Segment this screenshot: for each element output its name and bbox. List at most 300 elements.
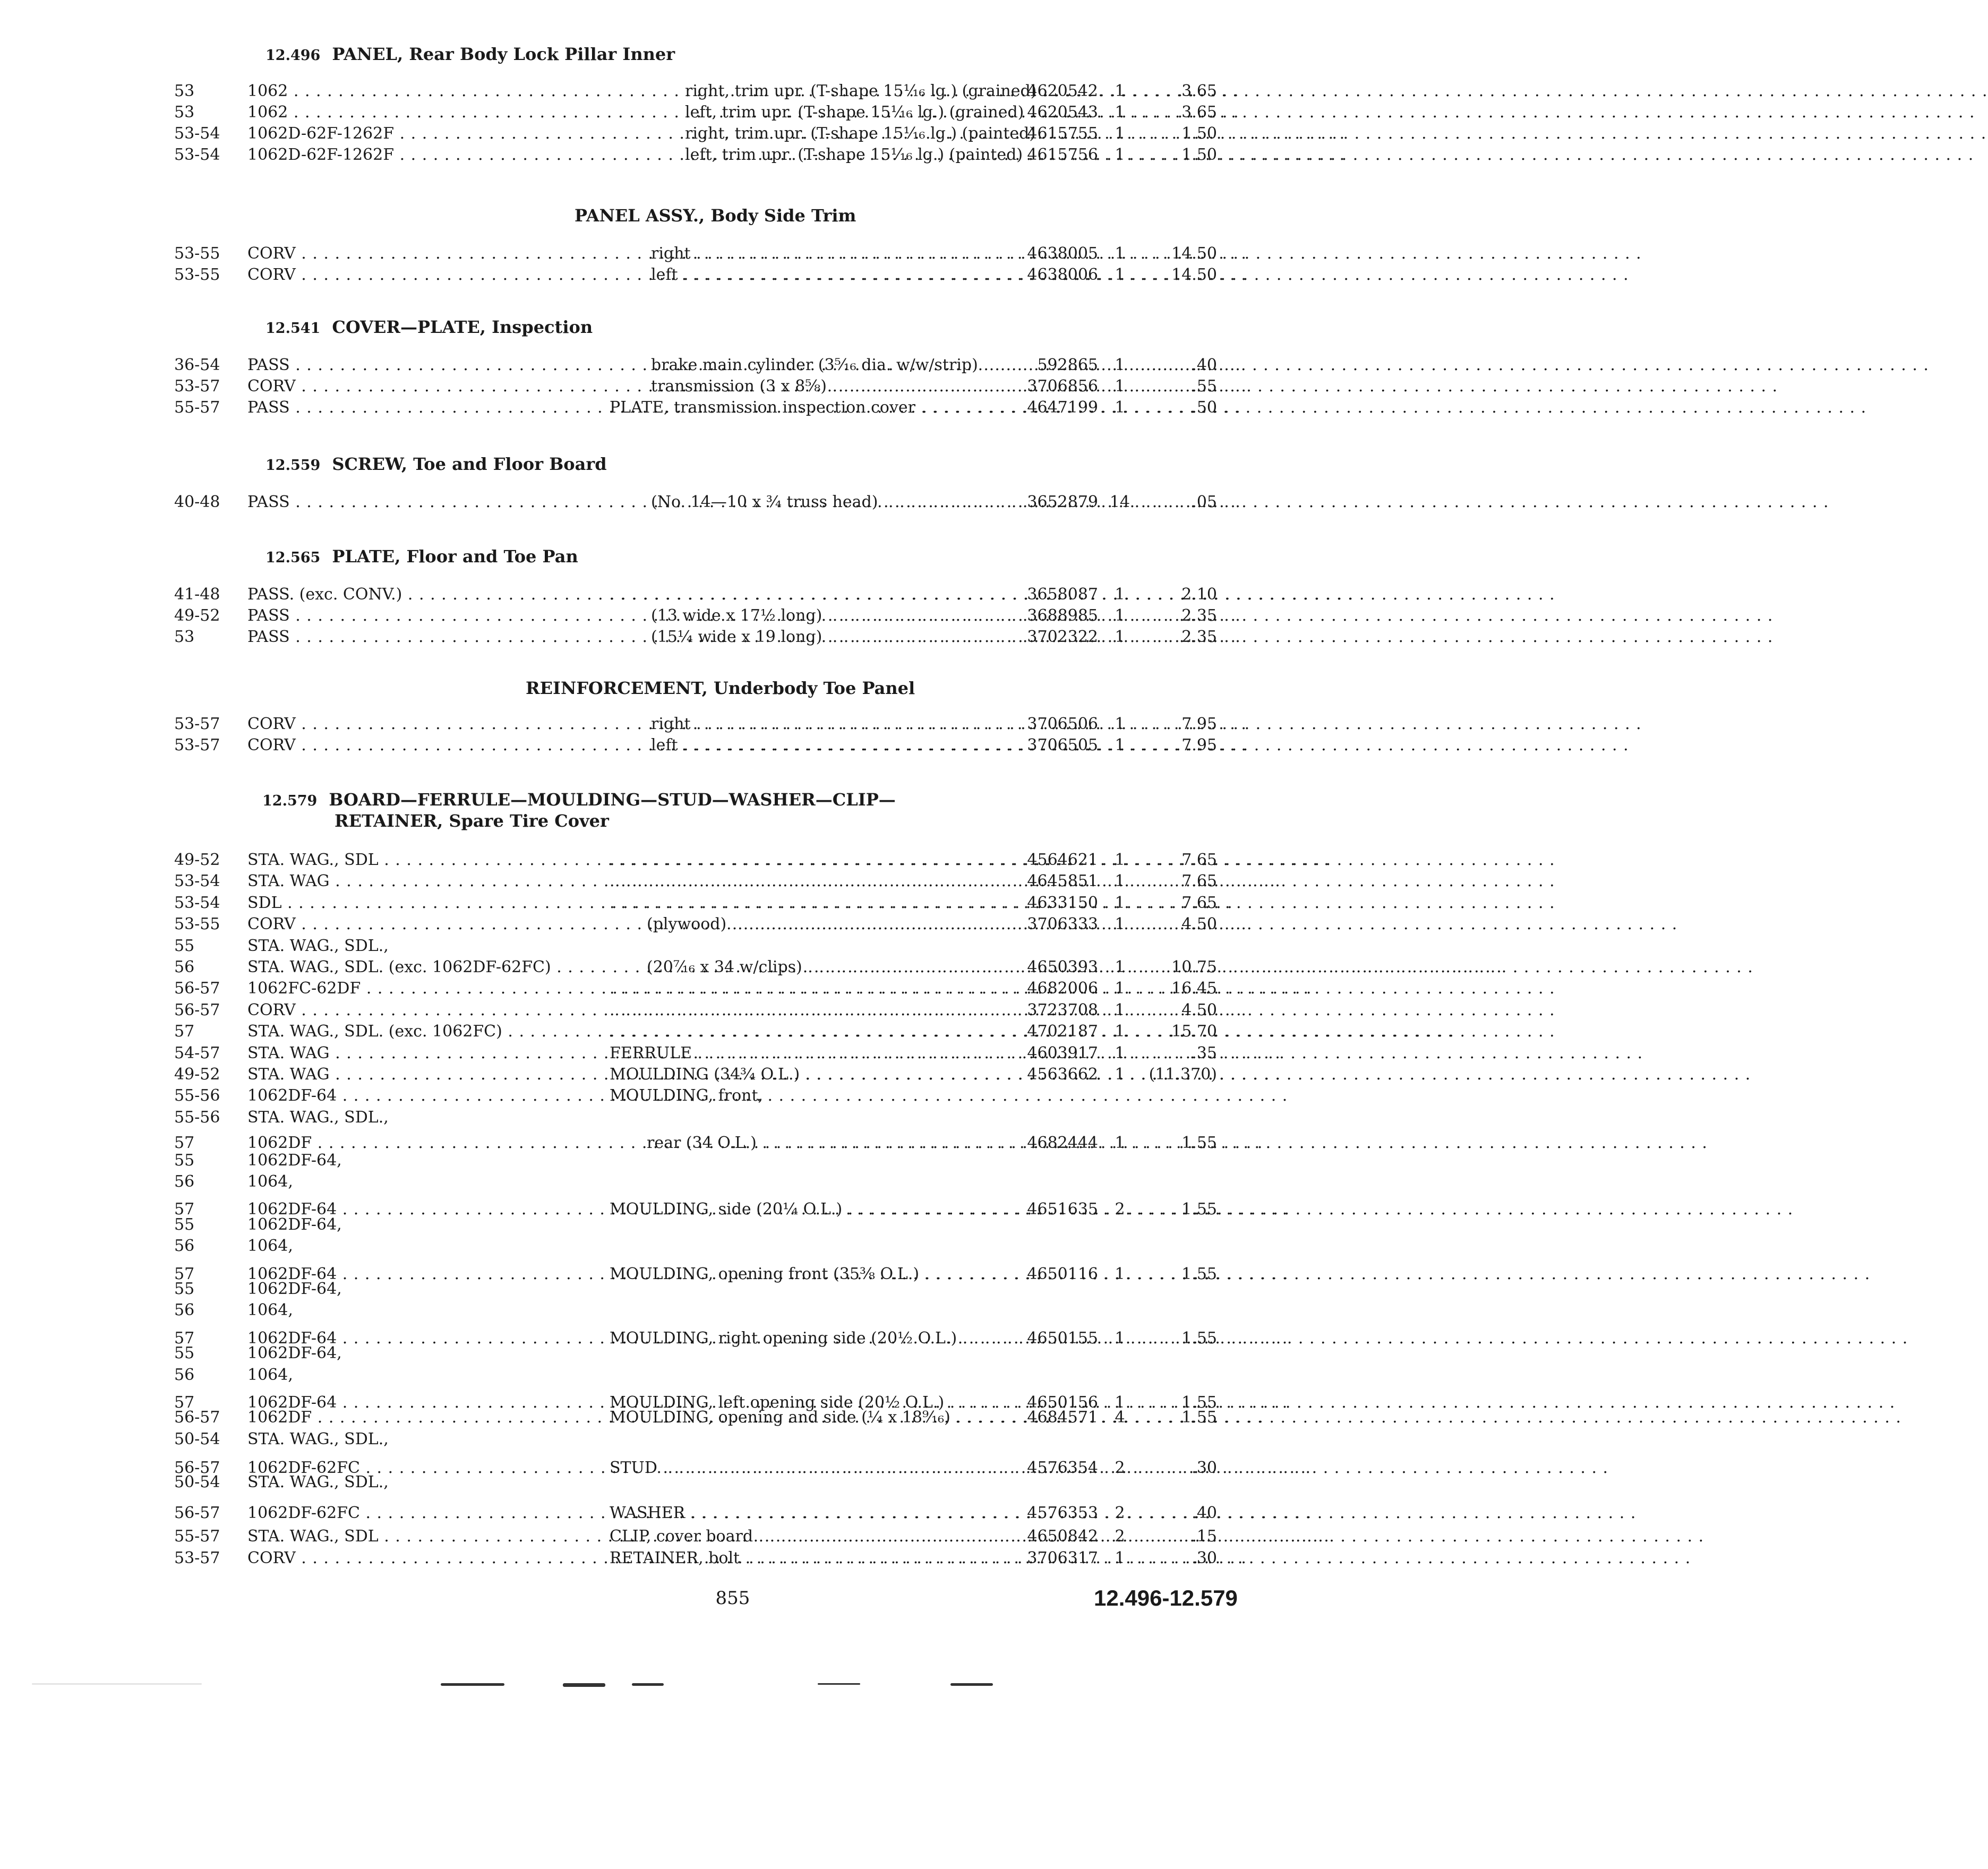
row-model: STA. WAG . . . — [247, 871, 587, 892]
row-price: 1.55 — [1181, 1264, 1217, 1283]
row-quantity: 1 — [1115, 1043, 1125, 1062]
row-model: STA. WAG., SDL. (exc. 1062DF-62FC) . . . — [247, 957, 587, 978]
row-years: 53 — [174, 103, 195, 122]
row-price: 1.55 — [1181, 1328, 1217, 1348]
row-years: 55-56 — [174, 1108, 220, 1127]
section-heading — [575, 206, 856, 225]
row-quantity: 14 — [1109, 493, 1130, 511]
row-description: MOULDING, opening and side (¼ x 18⁹⁄₁₆) . . . — [610, 1407, 1000, 1428]
row-part-number: 4638006 — [1027, 265, 1098, 284]
table-row — [0, 144, 1342, 166]
table-row — [0, 1236, 1342, 1257]
table-row — [0, 714, 1342, 735]
row-price: .15 — [1192, 1527, 1217, 1546]
row-quantity: 1 — [1115, 124, 1125, 143]
row-model: CORV . . . — [247, 264, 587, 286]
table-row — [0, 1472, 1342, 1493]
scan-artifact — [950, 1683, 993, 1686]
table-row — [0, 492, 1342, 513]
row-model: CORV . . . — [247, 243, 587, 264]
row-price: .30 — [1192, 1459, 1217, 1478]
row-description — [610, 978, 1000, 999]
section-subtitle: Rear Body Lock Pillar Inner — [409, 44, 675, 64]
row-years: 55-57 — [174, 1527, 220, 1546]
section-subtitle: Floor and Toe Pan — [406, 546, 578, 567]
row-description — [610, 584, 1000, 605]
table-row — [0, 1429, 1342, 1450]
section-number: 12.541 — [265, 320, 321, 337]
row-price: 7.65 — [1181, 893, 1217, 912]
row-description: (No. 14—10 x ¾ truss head) . . . — [651, 492, 1000, 513]
row-quantity: 1 — [1115, 915, 1125, 934]
row-model: CORV . . . — [247, 914, 587, 935]
row-quantity: 1 — [1115, 606, 1125, 625]
row-years: 53-54 — [174, 893, 220, 912]
table-row — [0, 1107, 1342, 1128]
table-row — [0, 627, 1342, 648]
row-model: STA. WAG., SDL . . . — [247, 850, 587, 871]
row-price: 3.65 — [1181, 82, 1217, 100]
row-years: 55 — [174, 1280, 195, 1298]
table-row — [0, 397, 1342, 418]
section-heading-line2 — [335, 811, 609, 830]
table-row — [0, 1214, 1342, 1236]
row-model: 1062D-62F-1262F . . . — [247, 144, 587, 166]
section-title: PLATE, — [332, 546, 401, 567]
row-part-number: 4650393 — [1027, 958, 1098, 976]
row-quantity: 1 — [1115, 872, 1125, 891]
row-description: MOULDING (34¾ O.L.) . . . — [610, 1064, 1000, 1085]
row-quantity: 1 — [1115, 1000, 1125, 1019]
row-years: 56-57 — [174, 1459, 220, 1478]
row-years: 56 — [174, 958, 195, 976]
row-price: 4.50 — [1181, 915, 1217, 934]
row-years: 49-52 — [174, 851, 220, 869]
row-model: 1064, — [247, 1172, 293, 1191]
table-row — [0, 1300, 1342, 1321]
row-years: 53-54 — [174, 145, 220, 164]
row-price: 14.50 — [1171, 244, 1217, 263]
row-description — [610, 1000, 1000, 1021]
row-part-number: 592865 — [1037, 356, 1098, 374]
row-model: STA. WAG., SDL., — [247, 1429, 389, 1448]
row-price: 1.55 — [1181, 1134, 1217, 1153]
row-description: (20⁷⁄₁₆ x 34 w/clips) . . . — [647, 957, 1000, 978]
row-quantity: 1 — [1115, 1134, 1125, 1153]
row-description: WASHER . . . — [610, 1503, 1000, 1524]
row-quantity: 1 — [1115, 398, 1125, 417]
row-years: 53-57 — [174, 715, 220, 733]
row-part-number: 4603917 — [1027, 1043, 1098, 1062]
row-part-number: 4647199 — [1027, 398, 1098, 417]
row-description: left, trim upr. (T-shape 15¹⁄₁₆ lg.) (painted) . . . — [685, 144, 1000, 166]
row-quantity: 2 — [1115, 1504, 1125, 1522]
section-title: COVER—PLATE, — [332, 317, 486, 337]
row-description: brake main cylinder (3⁵⁄₁₆ dia. w/w/strip) . . . — [651, 355, 1000, 376]
row-years: 53-55 — [174, 244, 220, 263]
row-model: 1062DF-64 . . . — [247, 1199, 587, 1220]
row-description: MOULDING, right opening side (20½ O.L.) . . . — [610, 1328, 1000, 1349]
row-part-number: 4702187 — [1027, 1022, 1098, 1041]
row-quantity: 1 — [1115, 1264, 1125, 1283]
row-quantity: 1 — [1115, 356, 1125, 374]
row-years: 53-54 — [174, 124, 220, 143]
row-price: 2.35 — [1181, 606, 1217, 625]
row-description — [610, 1021, 1000, 1042]
section-subtitle: Body Side Trim — [710, 205, 856, 226]
row-description: transmission (3 x 8⁵⁄₈) . . . — [651, 376, 1000, 397]
row-model: 1062DF-64 . . . — [247, 1392, 587, 1413]
row-model: 1062DF . . . — [247, 1407, 587, 1428]
row-price: 1.55 — [1181, 1408, 1217, 1427]
table-row — [0, 1343, 1342, 1364]
row-price: 14.50 — [1171, 265, 1217, 284]
row-model: STA. WAG., SDL . . . — [247, 1526, 587, 1547]
row-part-number: 4645851 — [1027, 872, 1098, 891]
row-model: 1062D-62F-1262F . . . — [247, 123, 587, 144]
row-price: 2.10 — [1181, 585, 1217, 604]
row-years: 54-57 — [174, 1043, 220, 1062]
row-years: 55 — [174, 1344, 195, 1363]
table-row — [0, 1526, 1342, 1547]
row-description: (plywood) . . . — [647, 914, 1000, 935]
scan-artifact — [32, 1683, 202, 1685]
row-quantity: 1 — [1115, 1548, 1125, 1567]
row-years: 50-54 — [174, 1472, 220, 1491]
row-quantity: 1 — [1115, 1393, 1125, 1412]
row-years: 56-57 — [174, 1504, 220, 1522]
row-price: (11.370) — [1149, 1065, 1217, 1084]
row-years: 53-57 — [174, 736, 220, 755]
row-description: right . . . — [651, 243, 1000, 264]
row-years: 56-57 — [174, 1000, 220, 1019]
table-row — [0, 264, 1342, 286]
table-row — [0, 355, 1342, 376]
row-description: right, trim upr. (T-shape 15¹⁄₁₆ lg.) (painted) . . . — [685, 123, 1000, 144]
row-model: 1062 . . . — [247, 81, 587, 102]
row-years: 36-54 — [174, 356, 220, 374]
row-quantity: 1 — [1115, 979, 1125, 998]
section-number: 12.579 — [262, 793, 318, 809]
row-part-number: 4563662 — [1027, 1065, 1098, 1084]
table-row — [0, 1503, 1342, 1524]
row-years: 53-55 — [174, 915, 220, 934]
table-row — [0, 1171, 1342, 1193]
table-row — [0, 957, 1342, 978]
row-model: PASS . . . — [247, 627, 587, 648]
row-description: (15¼ wide x 19 long) . . . — [651, 627, 1000, 648]
row-description: left . . . — [651, 735, 1000, 756]
row-model: 1062DF-62FC . . . — [247, 1503, 587, 1524]
section-heading — [262, 790, 896, 811]
row-description: left, trim upr. (T-shape 15¹⁄₁₆ lg.) (grained) . . . — [685, 102, 1000, 123]
row-part-number: 3706317 — [1027, 1548, 1098, 1567]
row-price: .40 — [1192, 356, 1217, 374]
row-part-number: 4650155 — [1027, 1328, 1098, 1348]
section-subtitle: Inspection — [492, 317, 593, 337]
row-price: 1.55 — [1181, 1393, 1217, 1412]
section-title: REINFORCEMENT, — [526, 678, 708, 698]
row-description: right, trim upr. (T-shape 15¹⁄₁₆ lg.) (grained) . . . — [685, 81, 1000, 102]
table-row — [0, 1548, 1342, 1569]
row-price: .50 — [1192, 398, 1217, 417]
row-model: SDL . . . — [247, 893, 587, 914]
row-description — [610, 850, 1000, 871]
section-heading — [265, 455, 607, 475]
row-model: 1064, — [247, 1237, 293, 1256]
row-description: MOULDING, left opening side (20½ O.L.) . . . — [610, 1392, 1000, 1413]
row-model: 1062DF . . . — [247, 1133, 587, 1154]
table-row — [0, 1021, 1342, 1042]
row-quantity: 1 — [1115, 585, 1125, 604]
row-years: 55-57 — [174, 398, 220, 417]
row-years: 57 — [174, 1200, 195, 1219]
row-part-number: 3688985 — [1027, 606, 1098, 625]
page-number: 855 — [715, 1588, 750, 1609]
row-quantity: 2 — [1115, 1459, 1125, 1478]
row-quantity: 1 — [1115, 145, 1125, 164]
row-years: 49-52 — [174, 606, 220, 625]
row-model: PASS . . . — [247, 605, 587, 627]
row-quantity: 1 — [1115, 736, 1125, 755]
row-model: 1062DF-64 . . . — [247, 1085, 587, 1107]
row-part-number: 4651635 — [1027, 1200, 1098, 1219]
row-model: 1062 . . . — [247, 102, 587, 123]
section-title-line2: RETAINER, — [335, 811, 443, 831]
scan-artifact — [632, 1683, 664, 1686]
row-model: CORV . . . — [247, 1548, 587, 1569]
table-row — [0, 123, 1342, 144]
row-part-number: 4576353 — [1027, 1504, 1098, 1522]
row-model: PASS . . . — [247, 355, 587, 376]
row-price: .55 — [1192, 377, 1217, 396]
row-description — [610, 871, 1000, 892]
row-years: 53-54 — [174, 872, 220, 891]
table-row — [0, 584, 1342, 605]
row-quantity: 1 — [1115, 893, 1125, 912]
row-price: 4.50 — [1181, 1000, 1217, 1019]
row-model: CORV . . . — [247, 735, 587, 756]
row-price: .35 — [1192, 1043, 1217, 1062]
row-price: 10.75 — [1171, 958, 1217, 976]
row-quantity: 1 — [1115, 103, 1125, 122]
row-part-number: 3652879 — [1027, 493, 1098, 511]
row-description: rear (34 O.L.) . . . — [647, 1133, 1000, 1154]
row-years: 57 — [174, 1022, 195, 1041]
row-part-number: 4684571 — [1027, 1408, 1098, 1427]
row-years: 56 — [174, 1172, 195, 1191]
row-model: 1062FC-62DF . . . — [247, 978, 587, 999]
row-years: 55 — [174, 1215, 195, 1234]
row-model: CORV . . . — [247, 714, 587, 735]
row-price: .30 — [1192, 1548, 1217, 1567]
table-row — [0, 81, 1342, 102]
row-description: CLIP, cover board . . . — [610, 1526, 1000, 1547]
row-quantity: 1 — [1115, 628, 1125, 646]
row-description: RETAINER, bolt . . . — [610, 1548, 1000, 1569]
row-model: 1062DF-64 . . . — [247, 1264, 587, 1285]
table-row — [0, 102, 1342, 123]
row-description: right . . . — [651, 714, 1000, 735]
section-heading — [265, 318, 593, 338]
row-years: 55-56 — [174, 1086, 220, 1105]
row-price: 3.65 — [1181, 103, 1217, 122]
row-quantity: 1 — [1115, 1328, 1125, 1348]
row-model: PASS . . . — [247, 492, 587, 513]
row-model: 1062DF-64, — [247, 1344, 342, 1363]
row-quantity: 1 — [1115, 1065, 1125, 1084]
row-model: 1064, — [247, 1365, 293, 1384]
row-years: 56-57 — [174, 979, 220, 998]
row-part-number: 3658087 — [1027, 585, 1098, 604]
row-model: STA. WAG., SDL., — [247, 936, 389, 955]
row-quantity: 1 — [1115, 82, 1125, 100]
row-quantity: 4 — [1115, 1408, 1125, 1427]
row-quantity: 1 — [1115, 265, 1125, 284]
row-price: 2.35 — [1181, 628, 1217, 646]
row-model: 1064, — [247, 1301, 293, 1320]
row-years: 53 — [174, 628, 195, 646]
row-part-number: 4615755 — [1027, 124, 1098, 143]
table-row — [0, 893, 1342, 914]
row-years: 53 — [174, 82, 195, 100]
row-years: 56 — [174, 1365, 195, 1384]
row-description: (13 wide x 17½ long) . . . — [651, 605, 1000, 627]
row-price: .40 — [1192, 1504, 1217, 1522]
row-model: 1062DF-64 . . . — [247, 1328, 587, 1349]
row-model: STA. WAG . . . — [247, 1043, 587, 1064]
row-years: 53-57 — [174, 377, 220, 396]
row-part-number: 3702322 — [1027, 628, 1098, 646]
table-row — [0, 243, 1342, 264]
section-title: PANEL ASSY., — [575, 205, 705, 226]
row-price: 7.95 — [1181, 715, 1217, 733]
row-model: PASS . . . — [247, 397, 587, 418]
row-model: PASS. (exc. CONV.) . . . — [247, 584, 587, 605]
section-number: 12.565 — [265, 550, 321, 566]
row-model: 1062DF-62FC . . . — [247, 1458, 587, 1479]
table-row — [0, 936, 1342, 957]
section-title: SCREW, — [332, 454, 407, 474]
row-price: 1.50 — [1181, 124, 1217, 143]
row-description: MOULDING, side (20¼ O.L.) . . . — [610, 1199, 1000, 1220]
row-model: 1062DF-64, — [247, 1215, 342, 1234]
row-quantity: 1 — [1115, 958, 1125, 976]
table-row — [0, 1043, 1342, 1064]
row-part-number: 4576354 — [1027, 1459, 1098, 1478]
row-price: 7.95 — [1181, 736, 1217, 755]
row-model: 1062DF-64, — [247, 1151, 342, 1170]
row-quantity: 1 — [1115, 377, 1125, 396]
row-years: 53-57 — [174, 1548, 220, 1567]
row-years: 56-57 — [174, 1408, 220, 1427]
scan-artifact — [563, 1683, 605, 1687]
row-description: MOULDING, front, — [610, 1086, 764, 1105]
table-row — [0, 605, 1342, 627]
row-years: 55 — [174, 936, 195, 955]
table-row — [0, 914, 1342, 935]
section-heading — [526, 679, 915, 698]
row-part-number: 3706333 — [1027, 915, 1098, 934]
section-title: PANEL, — [332, 44, 404, 64]
row-part-number: 3706506 — [1027, 715, 1098, 733]
section-number: 12.559 — [265, 457, 321, 474]
row-years: 56 — [174, 1301, 195, 1320]
row-years: 53-55 — [174, 265, 220, 284]
row-years: 57 — [174, 1134, 195, 1153]
row-model: STA. WAG . . . — [247, 1064, 587, 1085]
scan-artifact — [818, 1683, 860, 1685]
table-row — [0, 1085, 1342, 1107]
row-price: 1.50 — [1181, 145, 1217, 164]
row-price: 7.65 — [1181, 872, 1217, 891]
row-years: 57 — [174, 1264, 195, 1283]
row-years: 57 — [174, 1393, 195, 1412]
row-years: 55 — [174, 1151, 195, 1170]
row-price: 1.55 — [1181, 1200, 1217, 1219]
row-part-number: 4564621 — [1027, 851, 1098, 869]
table-row — [0, 1000, 1342, 1021]
section-heading — [265, 45, 675, 65]
row-part-number: 3706505 — [1027, 736, 1098, 755]
row-description: MOULDING, opening front (35⅜ O.L.) . . . — [610, 1264, 1000, 1285]
row-part-number: 4682444 — [1027, 1134, 1098, 1153]
row-model: STA. WAG., SDL., — [247, 1472, 389, 1491]
table-row — [0, 1064, 1342, 1085]
row-description: left . . . — [651, 264, 1000, 286]
row-model: CORV . . . — [247, 376, 587, 397]
row-quantity: 2 — [1115, 1527, 1125, 1546]
table-row — [0, 850, 1342, 871]
row-description: FERRULE . . . — [610, 1043, 1000, 1064]
row-part-number: 3706856 — [1027, 377, 1098, 396]
section-heading — [265, 547, 578, 568]
row-part-number: 4633150 — [1027, 893, 1098, 912]
row-description: STUD . . . — [610, 1458, 1000, 1479]
row-quantity: 2 — [1115, 1200, 1125, 1219]
section-subtitle: Underbody Toe Panel — [713, 678, 915, 698]
row-quantity: 1 — [1115, 244, 1125, 263]
section-subtitle: Spare Tire Cover — [449, 811, 609, 831]
table-row — [0, 1407, 1342, 1428]
row-part-number: 4638005 — [1027, 244, 1098, 263]
row-part-number: 4615756 — [1027, 145, 1098, 164]
table-row — [0, 1150, 1342, 1171]
row-description: PLATE, transmission inspection cover . . . — [610, 397, 1000, 418]
table-row — [0, 735, 1342, 756]
scan-artifact — [441, 1683, 504, 1686]
row-model: STA. WAG., SDL., — [247, 1108, 389, 1127]
row-years: 40-48 — [174, 493, 220, 511]
row-price: .05 — [1192, 493, 1217, 511]
row-price: 15.70 — [1171, 1022, 1217, 1041]
row-price: 16.45 — [1171, 979, 1217, 998]
section-subtitle: Toe and Floor Board — [413, 454, 607, 474]
section-title: BOARD—FERRULE—MOULDING—STUD—WASHER—CLIP— — [329, 790, 896, 810]
table-row — [0, 376, 1342, 397]
table-row — [0, 1279, 1342, 1300]
row-part-number: 4650116 — [1027, 1264, 1098, 1283]
section-number: 12.496 — [265, 47, 321, 64]
row-part-number: 4650842 — [1027, 1527, 1098, 1546]
table-row — [0, 1365, 1342, 1386]
row-description — [610, 893, 1000, 914]
row-part-number: 4620543 — [1027, 103, 1098, 122]
page-range: 12.496-12.579 — [1094, 1585, 1238, 1610]
table-row — [0, 871, 1342, 892]
row-years: 49-52 — [174, 1065, 220, 1084]
row-quantity: 1 — [1115, 1022, 1125, 1041]
